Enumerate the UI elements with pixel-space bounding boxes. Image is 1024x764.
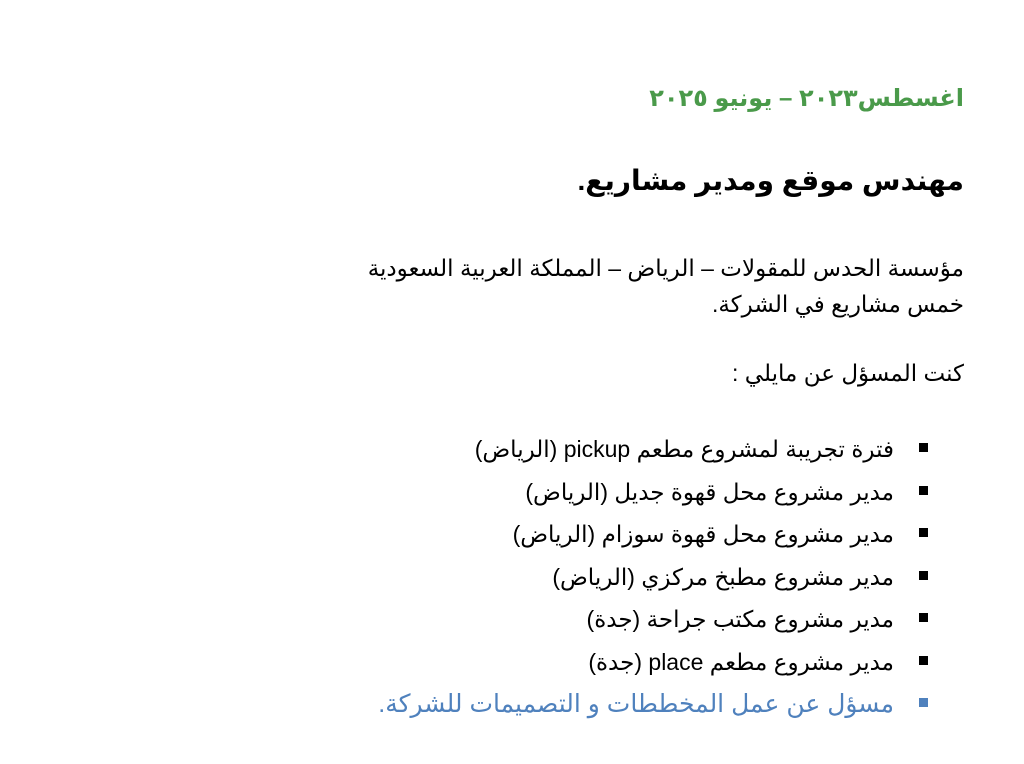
company-description	[368, 250, 964, 322]
list-item-text: مدير مشروع محل قهوة جديل (الرياض)	[525, 478, 894, 505]
bullet-square-icon	[919, 698, 928, 707]
list-item	[378, 428, 928, 471]
responsibilities-intro: كنت المسؤل عن مايلي :	[732, 360, 964, 386]
responsibilities-list	[378, 428, 928, 726]
list-item-text: مدير مشروع مكتب جراحة (جدة)	[586, 606, 894, 632]
list-item	[378, 641, 928, 684]
bullet-square-icon	[919, 528, 928, 537]
list-item	[378, 513, 928, 556]
employment-date-range: اغسطس٢٠٢٣ – يونيو ٢٠٢٥	[649, 85, 964, 112]
list-item	[378, 598, 928, 641]
list-item	[378, 683, 928, 726]
company-projects-count: خمس مشاريع في الشركة.	[711, 291, 964, 317]
bullet-square-icon	[919, 613, 928, 622]
list-item-text: مسؤل عن عمل المخططات و التصميمات للشركة.	[378, 690, 894, 718]
job-title: مهندس موقع ومدير مشاريع.	[577, 165, 964, 196]
bullet-square-icon	[919, 571, 928, 580]
list-item-text: مدير مشروع محل قهوة سوزام (الرياض)	[512, 521, 894, 547]
list-item-text: فترة تجريبة لمشروع مطعم pickup (الرياض)	[474, 436, 894, 462]
bullet-square-icon	[919, 443, 928, 452]
list-item-text: مدير مشروع مطبخ مركزي (الرياض)	[552, 563, 894, 590]
list-item-text: مدير مشروع مطعم place (جدة)	[588, 648, 894, 675]
bullet-square-icon	[919, 486, 928, 495]
bullet-square-icon	[919, 656, 928, 665]
company-name-location: مؤسسة الحدس للمقولات – الرياض – المملكة العربية السعودية	[367, 255, 964, 281]
list-item	[378, 556, 928, 599]
list-item	[378, 471, 928, 514]
